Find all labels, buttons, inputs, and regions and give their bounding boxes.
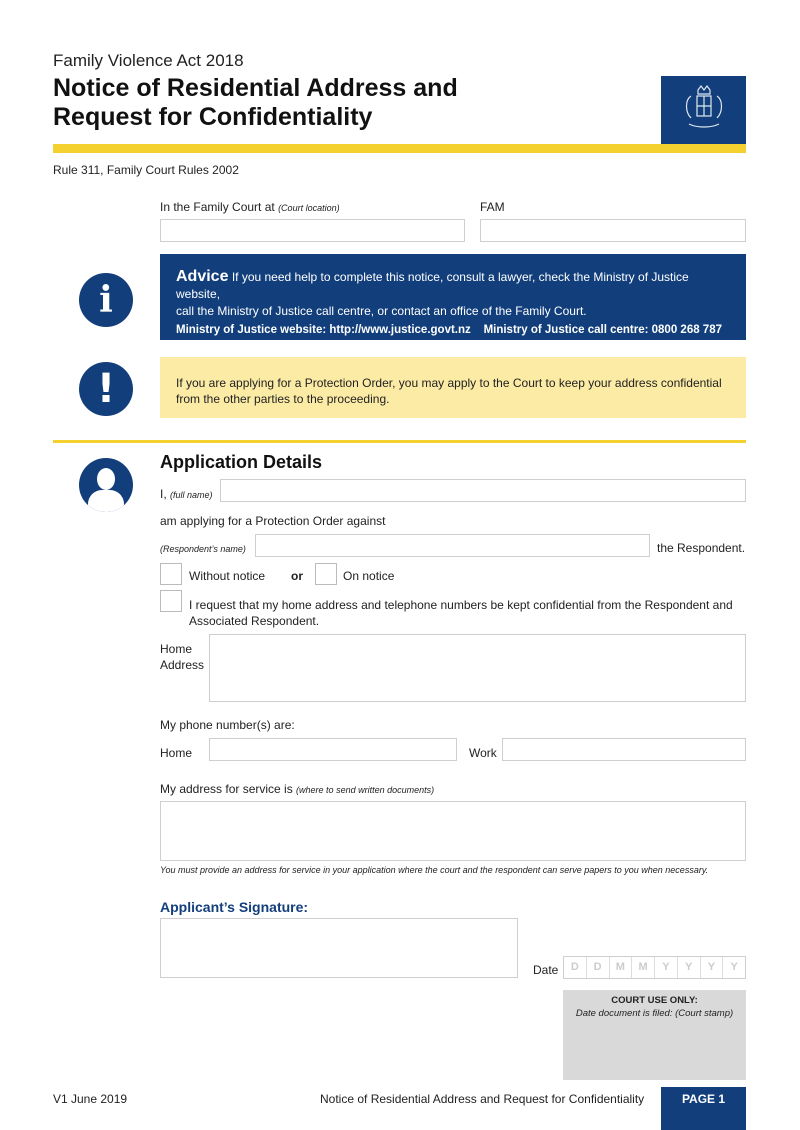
confidentiality-request-text xyxy=(189,597,733,629)
date-cell[interactable]: Y xyxy=(678,957,701,978)
home-phone-label: Home xyxy=(160,746,193,760)
court-hint: (Court location) xyxy=(278,203,340,213)
date-cell[interactable]: Y xyxy=(730,961,738,973)
court-label-text: In the Family Court at xyxy=(160,200,275,214)
applying-against-text: am applying for a Protection Order against xyxy=(160,514,386,528)
fam-number-input[interactable] xyxy=(480,219,746,242)
confidential-line-1: I request that my home address and telephone numbers be kept confidential from the Respondent and xyxy=(189,598,733,612)
application-details-heading: Application Details xyxy=(160,452,323,472)
work-phone-label: Work xyxy=(469,746,497,760)
without-notice-checkbox[interactable] xyxy=(160,563,182,585)
date-cell[interactable]: Y xyxy=(701,957,724,978)
act-name: Family Violence Act 2018 xyxy=(53,51,244,70)
home-address-label-2: Address xyxy=(160,658,205,672)
page-number-badge: PAGE 1 xyxy=(661,1087,746,1130)
advice-heading: Advice xyxy=(176,268,229,285)
phone-heading: My phone number(s) are: xyxy=(160,718,295,732)
court-use-title: COURT USE ONLY: xyxy=(611,995,698,1006)
respondent-name-hint: (Respondent’s name) xyxy=(160,544,246,554)
footer-document-title: Notice of Residential Address and Request for Confidentiality xyxy=(320,1092,645,1106)
court-location-label xyxy=(160,200,340,214)
info-icon: i xyxy=(79,273,133,327)
date-label: Date xyxy=(533,963,559,977)
coat-of-arms-logo xyxy=(661,76,746,144)
page-title xyxy=(53,74,458,132)
on-notice-label: On notice xyxy=(343,569,395,583)
signature-box[interactable] xyxy=(160,918,518,978)
signature-heading: Applicant’s Signature: xyxy=(160,899,309,915)
date-cell[interactable]: M xyxy=(610,957,633,978)
call-centre-number: Ministry of Justice call centre: 0800 268 787 xyxy=(483,324,722,336)
date-cell[interactable]: D xyxy=(564,957,587,978)
advice-box xyxy=(160,254,746,340)
advice-text-2: call the Ministry of Justice call centre, or contact an office of the Family Court. xyxy=(176,304,587,318)
full-name-input[interactable] xyxy=(220,479,746,502)
date-cell[interactable]: D xyxy=(587,957,610,978)
respondent-suffix: the Respondent. xyxy=(657,541,746,555)
service-address-note: You must provide an address for service in your application where the court and the respondent can serve papers to you when necessary. xyxy=(160,865,709,875)
home-phone-input[interactable] xyxy=(209,738,457,761)
warning-icon: ! xyxy=(79,362,133,416)
notice-line-1: If you are applying for a Protection Order, you may apply to the Court to keep your address confidential xyxy=(176,376,722,390)
footer-version: V1 June 2019 xyxy=(53,1092,128,1106)
date-cell[interactable]: M xyxy=(632,957,655,978)
title-line-1: Notice of Residential Address and xyxy=(53,74,458,102)
full-name-hint: (full name) xyxy=(170,490,213,500)
section-divider xyxy=(53,440,746,443)
fam-label: FAM xyxy=(480,200,505,214)
date-input[interactable] xyxy=(563,956,746,979)
service-label-text: My address for service is xyxy=(160,782,293,796)
notice-line-2: from the other parties to the proceeding. xyxy=(176,392,390,406)
court-location-input[interactable] xyxy=(160,219,465,242)
service-address-label xyxy=(160,782,434,796)
notice-box xyxy=(160,357,746,418)
date-cell[interactable]: Y xyxy=(655,957,678,978)
respondent-name-input[interactable] xyxy=(255,534,650,557)
advice-text-1: If you need help to complete this notice, consult a lawyer, check the Ministry of Justice website, xyxy=(176,270,689,301)
confidentiality-checkbox[interactable] xyxy=(160,590,182,612)
home-address-label xyxy=(160,641,204,673)
home-address-textarea[interactable] xyxy=(209,634,746,702)
justice-website-link[interactable]: Ministry of Justice website: http://www.justice.govt.nz xyxy=(176,324,471,336)
service-address-textarea[interactable] xyxy=(160,801,746,861)
title-line-2: Request for Confidentiality xyxy=(53,103,373,131)
home-address-label-1: Home xyxy=(160,642,193,656)
confidential-line-2: Associated Respondent. xyxy=(189,614,320,628)
full-name-label xyxy=(160,487,213,501)
without-notice-label: Without notice xyxy=(189,569,266,583)
court-use-subtitle: Date document is filed: (Court stamp) xyxy=(575,1008,734,1019)
court-use-box xyxy=(563,990,746,1080)
work-phone-input[interactable] xyxy=(502,738,746,761)
or-label: or xyxy=(291,569,303,583)
service-hint: (where to send written documents) xyxy=(296,785,435,795)
i-label: I, xyxy=(160,487,167,501)
rule-reference: Rule 311, Family Court Rules 2002 xyxy=(53,163,239,177)
on-notice-checkbox[interactable] xyxy=(315,563,337,585)
person-icon xyxy=(79,458,133,512)
header-yellow-bar xyxy=(53,144,746,153)
